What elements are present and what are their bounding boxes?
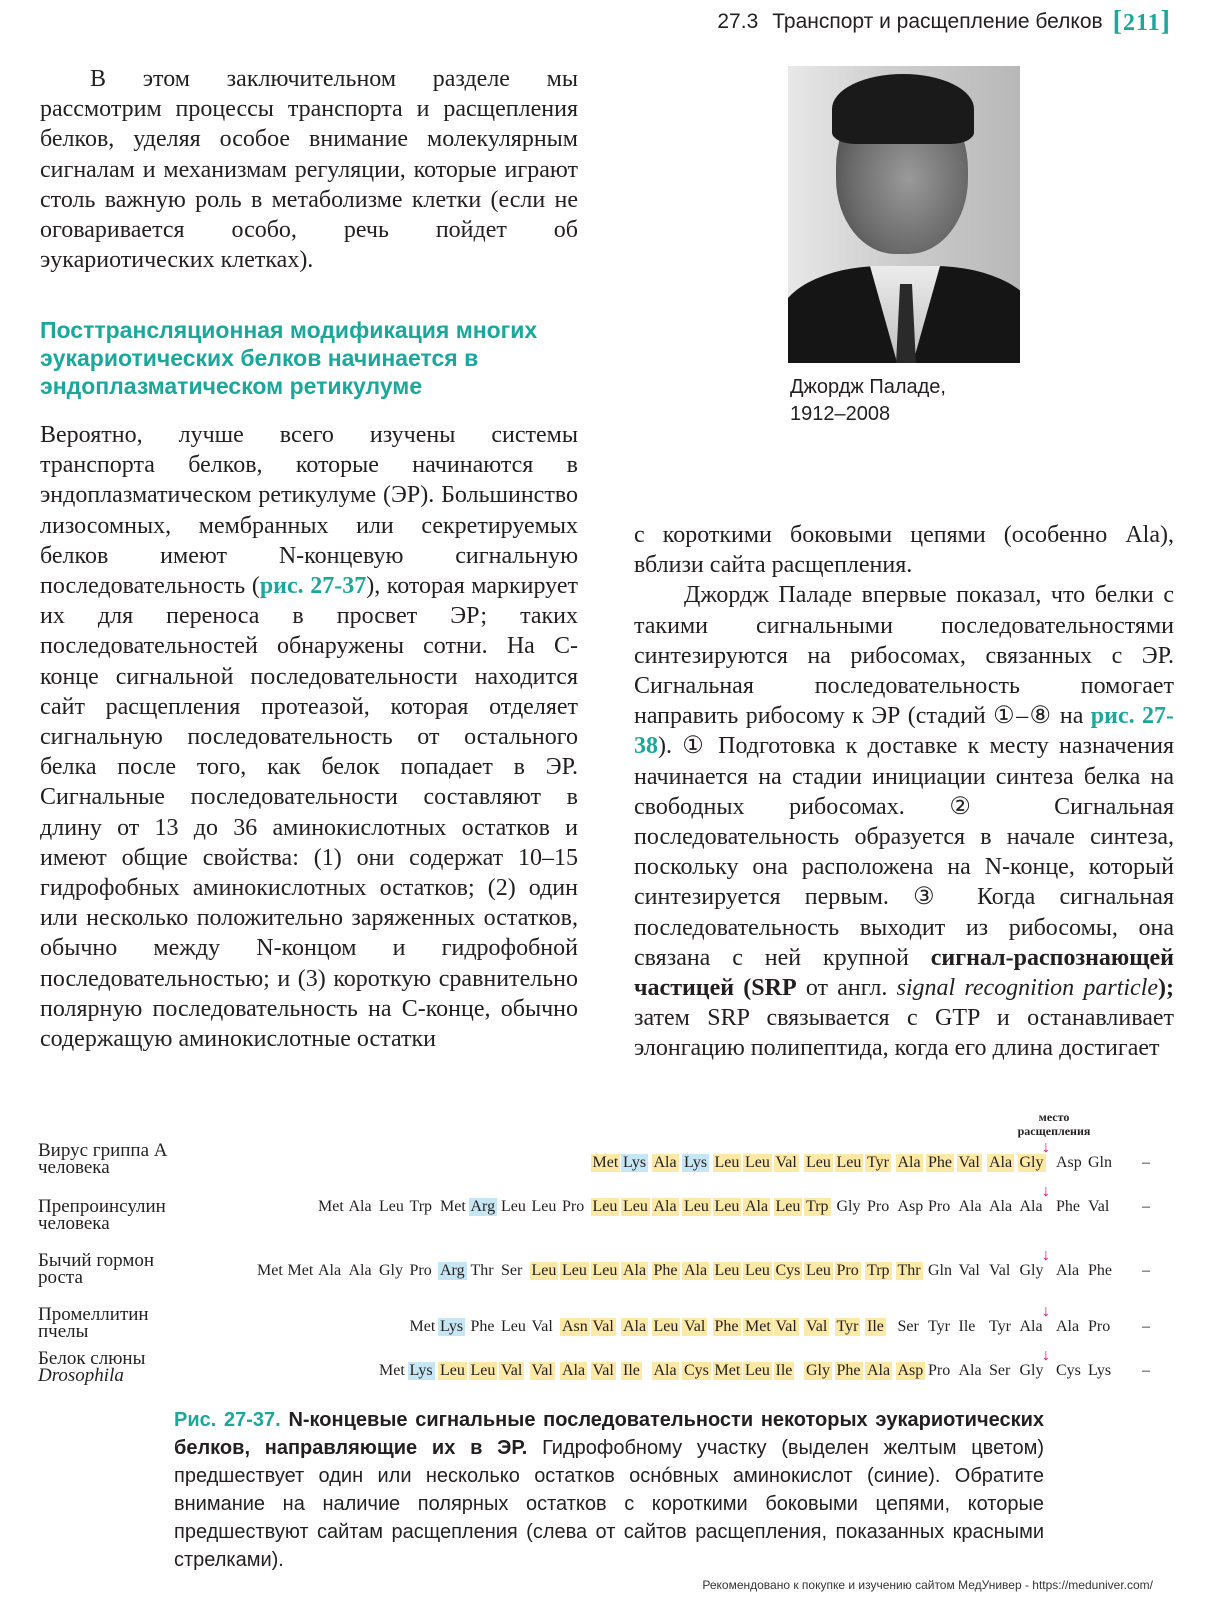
residue: Val [592, 1362, 614, 1379]
residue: Leu [440, 1362, 465, 1379]
cleavage-arrow-icon: ↓ [1042, 1347, 1050, 1364]
residue: Leu [592, 1262, 618, 1279]
residue: Arg [470, 1198, 496, 1215]
footer-note: Рекомендовано к покупке и изучению сайтом МедУнивер - https://meduniver.com/ [702, 1578, 1153, 1592]
photo-caption-name: Джордж Паладе, [790, 376, 946, 398]
chain-continues-dash: – [1142, 1318, 1150, 1335]
body-paragraph-right: Джордж Паладе впервые показал, что белки с такими сигнальными последовательностями синтезируются на рибосомах, связанных с ЭР. Сигнальная последовательность помогает направить рибосому к ЭР (стадий ①–⑧ на рис. 27-38). ① Подготовка к доставке к месту назначения начинается на стадии инициации синтеза белка на свободных рибосомах. ② Сигнальная последовательность образуется в начале синтеза, поскольку она расположена на N-конце, который синтезируется первым. ③ Когда сигнальная последовательность выходит из рибосомы, она связана с ней крупной сигнал-распознающей частицей (SRP от англ. signal recognition particle); затем SRP связывается с GTP и останавливает элонгацию полипептида, когда его длина достигает [634, 582, 1174, 1062]
residue: Val [775, 1154, 797, 1171]
residue: Asn [562, 1318, 588, 1335]
residue: Phe [928, 1154, 952, 1171]
residue: Ile [623, 1362, 640, 1379]
residue: Gly [1019, 1154, 1044, 1171]
cleavage-arrow-icon: ↓ [1042, 1139, 1050, 1156]
residue: Ala [989, 1198, 1013, 1215]
protein-name: Вирус гриппа А человека [38, 1140, 168, 1178]
residue: Ala [653, 1154, 677, 1171]
residue: Ala [348, 1198, 372, 1215]
section-title: Транспорт и расщепление белков [772, 10, 1103, 33]
figure-link-27-37[interactable]: рис. 27-37 [259, 573, 367, 600]
residue: Trp [806, 1198, 829, 1215]
cleavage-arrow-icon: ↓ [1042, 1247, 1050, 1264]
residue: Leu [714, 1154, 740, 1171]
residue: Arg [440, 1262, 465, 1279]
residue: Asp [897, 1362, 924, 1379]
residue: Ala [745, 1198, 769, 1215]
residue: Leu [714, 1198, 740, 1215]
residue: Leu [775, 1198, 801, 1215]
chain-continues-dash: – [1142, 1198, 1150, 1215]
chain-continues-dash: – [1142, 1262, 1150, 1279]
residue: Leu [745, 1262, 770, 1279]
page-number: [211] [1112, 6, 1171, 37]
figure-caption-title: N-концевые сигнальные последовательности некоторых эукариотических белков, направляющие их в ЭР. [174, 1409, 1044, 1459]
residue: Ala [867, 1362, 891, 1379]
figure-caption-text: Гидрофобному участку (выделен желтым цветом) предшествует один или несколько остатков оснóвных аминокислот (синие). Обратите внимание на наличие полярных остатков с короткими боковыми цепями, которые предшествуют сайтам расщепления (слева от сайтов расщепления, показанных красными стрелками). [174, 1437, 1045, 1571]
sequence-row [38, 1139, 1168, 1182]
residue: Ala [1019, 1318, 1043, 1335]
cleavage-arrow-icon: ↓ [1042, 1303, 1050, 1320]
protein-name: Промеллитин пчелы [38, 1304, 149, 1342]
residue: Pro [928, 1362, 951, 1379]
residue: Gly [836, 1198, 861, 1215]
residue: Ala [623, 1262, 647, 1279]
residue: Pro [928, 1198, 951, 1215]
residue: Met [379, 1362, 405, 1379]
body-paragraph-left: Вероятно, лучше всего изучены системы транспорта белков, которые начинаются в эндоплазматическом ретикулуме (ЭР). Большинство лизосомных, мембранных или секретируемых белков имеют N-концевую сигнальную последовательность (рис. 27-37), которая маркирует их для переноса в просвет ЭР; таких последовательностей обнаружены сотни. На С-конце сигнальной последовательности находится сайт расщепления протеазой, которая отделяет сигнальную последовательность от остального белка после того, как белок попадает в ЭР. Сигнальные последовательности составляют в длину от 13 до 36 аминокислотных остатков и имеют общие свойства: (1) они содержат 10–15 гидрофобных аминокислотных остатков; (2) один или несколько положительно заряженных остатков, обычно между N-концом и гидрофобной последовательностью; и (3) короткую сравнительно полярную последовательность на С-конце, обычно содержащую аминокислотные остатки [40, 422, 578, 1053]
residue: Ala [897, 1154, 921, 1171]
residue: Gly [1019, 1362, 1044, 1379]
residue: Val [806, 1318, 828, 1335]
residue: Leu [592, 1198, 618, 1215]
residue: Ala [653, 1362, 677, 1379]
residue-after-cleavage: Pro [1088, 1318, 1111, 1335]
left-column [40, 64, 578, 275]
residue: Ala [348, 1262, 372, 1279]
residue-after-cleavage: Lys [1088, 1362, 1112, 1379]
residue: Lys [440, 1318, 464, 1335]
residue: Ile [958, 1318, 976, 1335]
residue: Pro [562, 1198, 585, 1215]
sequence-row [38, 1347, 1168, 1390]
residue: Pro [409, 1262, 432, 1279]
residue: Val [592, 1318, 614, 1335]
residue: Val [684, 1318, 706, 1335]
right-column [634, 520, 1174, 1064]
residue: Leu [653, 1318, 679, 1335]
residue: Ala [1019, 1198, 1043, 1215]
residue: Leu [684, 1198, 709, 1215]
residue: Val [531, 1318, 553, 1335]
residue-after-cleavage: Val [1088, 1198, 1110, 1215]
residue: Leu [379, 1198, 404, 1215]
protein-name: Белок слюны Drosophila [38, 1348, 146, 1386]
residue: Ala [989, 1154, 1013, 1171]
section-heading: Посттрансляционная модификация многих эукариотических белков начинается в эндоплазматическом ретикулуме [40, 317, 538, 399]
residue: Met [440, 1198, 466, 1215]
residue: Ser [989, 1362, 1011, 1379]
residue: Leu [501, 1198, 526, 1215]
residue: Tyr [989, 1318, 1011, 1335]
residue: Leu [501, 1318, 526, 1335]
residue: Ala [623, 1318, 647, 1335]
residue: Ala [684, 1262, 708, 1279]
residue: Met [318, 1198, 344, 1215]
residue: Met [409, 1318, 436, 1335]
residue: Met [592, 1154, 619, 1171]
residue: Phe [714, 1318, 739, 1335]
residue: Ala [318, 1262, 342, 1279]
residue: Thr [897, 1262, 921, 1279]
residue: Met [745, 1318, 771, 1335]
residue: Val [775, 1318, 797, 1335]
residue: Leu [745, 1362, 770, 1379]
section-number: 27.3 [717, 10, 759, 33]
residue: Met [714, 1362, 741, 1379]
residue: Met [287, 1262, 314, 1279]
residue-after-cleavage: Cys [1056, 1362, 1081, 1379]
photo-caption-years: 1912–2008 [790, 403, 891, 425]
residue: Gly [806, 1362, 830, 1379]
residue: Leu [806, 1154, 831, 1171]
residue: Gly [379, 1262, 403, 1279]
figure-caption-label: Рис. 27-37. [174, 1409, 281, 1431]
protein-name: Бычий гормон роста [38, 1250, 155, 1288]
residue: Ser [897, 1318, 919, 1335]
residue: Val [989, 1262, 1011, 1279]
residue-after-cleavage: Ala [1056, 1262, 1080, 1279]
residue: Val [958, 1262, 980, 1279]
sequence-row [38, 1247, 1168, 1292]
residue: Val [958, 1154, 980, 1171]
residue: Pro [867, 1198, 890, 1215]
residue: Gln [928, 1262, 952, 1279]
residue: Lys [684, 1154, 708, 1171]
residue: Met [257, 1262, 283, 1279]
residue: Ala [958, 1198, 982, 1215]
residue: Trp [409, 1198, 433, 1215]
continuation-paragraph: с короткими боковыми цепями (особенно Ala), вблизи сайта расщепления. [634, 522, 1174, 579]
cleavage-site-label: место расщепления [1017, 1110, 1091, 1138]
residue: Phe [653, 1262, 678, 1279]
running-header [717, 6, 1171, 38]
residue-after-cleavage: Phe [1056, 1198, 1080, 1215]
intro-paragraph: В этом заключительном разделе мы рассмотрим процессы транспорта и расщепления белков, уделяя особое внимание молекулярным сигналам и механизмам регуляции, которые играют столь важную роль в метаболизме клетки (если не оговаривается особо, речь пойдет об эукариотических клетках). [40, 66, 578, 274]
residue: Leu [470, 1362, 496, 1379]
residue: Val [531, 1362, 553, 1379]
residue: Pro [836, 1262, 859, 1279]
residue: Leu [562, 1262, 587, 1279]
left-column-body [40, 420, 578, 1054]
residue: Trp [867, 1262, 890, 1279]
residue: Leu [836, 1154, 862, 1171]
residue: Lys [409, 1362, 433, 1379]
chain-continues-dash: – [1142, 1362, 1150, 1379]
residue: Phe [836, 1362, 861, 1379]
sequence-row [38, 1183, 1168, 1238]
residue: Ser [501, 1262, 523, 1279]
residue: Tyr [928, 1318, 950, 1335]
residue: Lys [623, 1154, 647, 1171]
residue: Ala [562, 1362, 586, 1379]
chain-continues-dash: – [1142, 1154, 1150, 1171]
residue-after-cleavage: Ala [1056, 1318, 1080, 1335]
residue: Tyr [867, 1154, 889, 1171]
residue: Cys [684, 1362, 709, 1379]
residue: Ile [775, 1362, 793, 1379]
cleavage-arrow-icon: ↓ [1042, 1183, 1050, 1200]
residue: Leu [714, 1262, 740, 1279]
portrait-photo [788, 66, 1020, 363]
residue: Phe [470, 1318, 495, 1335]
residue: Leu [623, 1198, 648, 1215]
figure-link-27-38[interactable]: рис. 27-38 [634, 703, 1174, 760]
residue: Asp [897, 1198, 924, 1215]
residue: Tyr [836, 1318, 859, 1335]
residue: Leu [531, 1198, 557, 1215]
residue: Leu [806, 1262, 831, 1279]
residue-after-cleavage: Asp [1056, 1154, 1082, 1171]
residue: Gly [1019, 1262, 1044, 1279]
residue: Leu [531, 1262, 557, 1279]
residue-after-cleavage: Phe [1088, 1262, 1112, 1279]
residue: Ile [867, 1318, 884, 1335]
residue-after-cleavage: Gln [1088, 1154, 1112, 1171]
residue: Leu [745, 1154, 770, 1171]
residue: Cys [775, 1262, 801, 1279]
residue: Ala [653, 1198, 677, 1215]
protein-name: Препроинсулин человека [38, 1196, 166, 1234]
figure-caption [174, 1406, 1044, 1574]
photo-caption [790, 374, 946, 428]
residue: Ala [958, 1362, 982, 1379]
residue: Val [501, 1362, 523, 1379]
residue: Thr [470, 1262, 494, 1279]
sequence-row [38, 1303, 1168, 1346]
